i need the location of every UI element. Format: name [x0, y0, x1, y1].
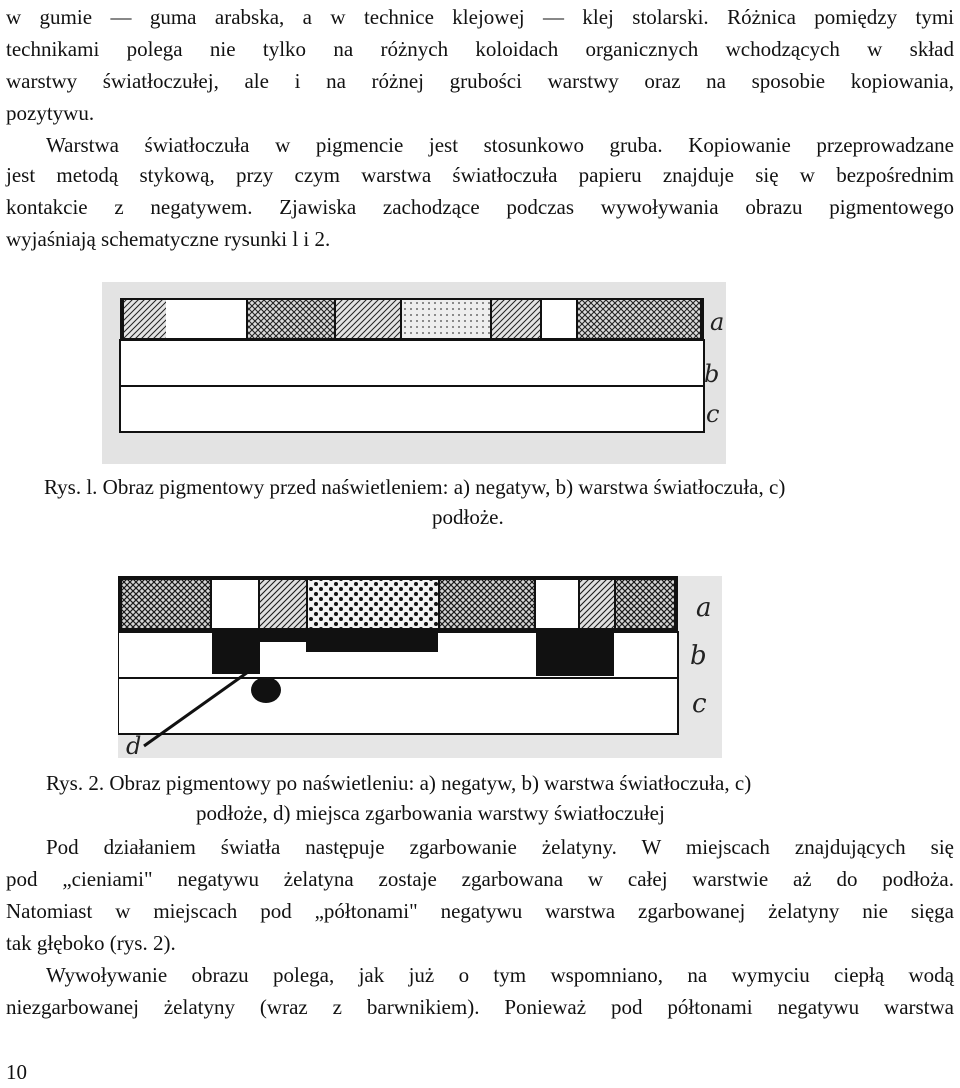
figure-1-diagram [102, 282, 726, 464]
light-sensitive-layer [120, 340, 704, 386]
paragraph4-line-1: Wywoływanie obrazu polega, jak już o tym wspomniano, na wymyciu ciepłą wodą [46, 963, 954, 987]
figure-1-caption-line-1: Rys. l. Obraz pigmentowy przed naświetleniem: a) negatyw, b) warstwa światłoczuła, c) [44, 475, 786, 499]
figure-2-label-c: c [692, 689, 707, 719]
paragraph1-line-4: pozytywu. [6, 101, 95, 125]
figure-2-caption-line-1: Rys. 2. Obraz pigmentowy po naświetleniu: a) negatyw, b) warstwa światłoczuła, c) [46, 771, 752, 795]
figure-2-label-a: a [696, 593, 712, 623]
paragraph3-line-4: tak głęboko (rys. 2). [6, 931, 176, 955]
figure-2-label-d: d [126, 732, 142, 758]
figure-2-diagram [118, 576, 722, 758]
figure-2-caption-line-2: podłoże, d) miejsca zgarbowania warstwy światłoczułej [196, 801, 665, 825]
figure-1-label-a: a [710, 308, 725, 336]
figure-1-caption-line-2: podłoże. [432, 505, 504, 529]
paragraph1-line-1: w gumie — guma arabska, a w technice klejowej — klej stolarski. Różnica pomiędzy tymi [6, 5, 954, 29]
paragraph1-line-2: technikami polega nie tylko na różnych koloidach organicznych wchodzących w skład [6, 37, 954, 61]
tanned-region-halftone [306, 632, 438, 652]
paragraph2-line-2: jest metodą stykową, przy czym warstwa światłoczuła papieru znajduje się w bezpośrednim [6, 163, 954, 187]
support-layer [120, 386, 704, 432]
tanning-spot-marker [251, 677, 281, 703]
paragraph3-line-1: Pod działaniem światła następuje zgarbowanie żelatyny. W miejscach znajdujących się [46, 835, 954, 859]
figure-1-label-b: b [704, 360, 720, 388]
paragraph3-line-2: pod „cieniami" negatywu żelatyna zostaje zgarbowana w całej warstwie aż do podłoża. [6, 867, 954, 891]
paragraph3-line-3: Natomiast w miejscach pod „półtonami" negatywu warstwa zgarbowanej żelatyny nie sięga [6, 899, 954, 923]
page-number: 10 [6, 1060, 27, 1084]
figure-2-label-b: b [690, 641, 707, 671]
paragraph2-line-3: kontakcie z negatywem. Zjawiska zachodzące podczas wywoływania obrazu pigmentowego [6, 195, 954, 219]
paragraph2-line-4: wyjaśniają schematyczne rysunki l i 2. [6, 227, 331, 251]
paragraph4-line-2: niezgarbowanej żelatyny (wraz z barwnikiem). Ponieważ pod półtonami negatywu warstwa [6, 995, 954, 1019]
paragraph2-line-1: Warstwa światłoczuła w pigmencie jest stosunkowo gruba. Kopiowanie przeprowadzane [46, 133, 954, 157]
tanned-region-full [212, 632, 260, 674]
paragraph1-line-3: warstwy światłoczułej, ale i na różnej grubości warstwy oraz na sposobie kopiowania, [6, 69, 954, 93]
figure-1-label-c: c [706, 400, 720, 428]
tanned-region-right [536, 632, 614, 676]
